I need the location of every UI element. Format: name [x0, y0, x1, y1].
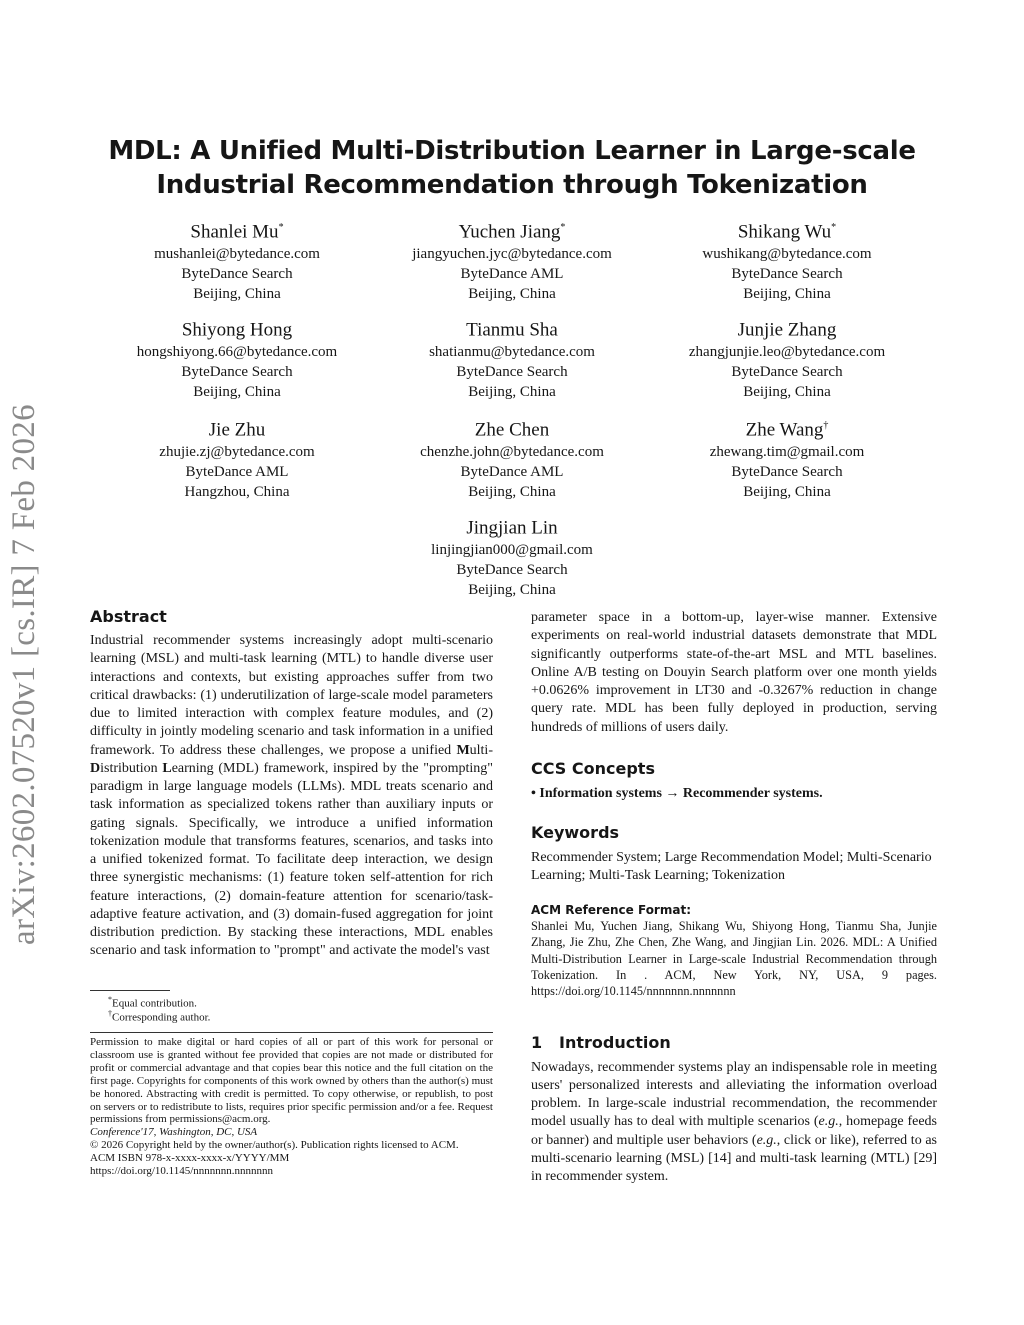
- author-block: [362, 512, 662, 600]
- author-affiliation: ByteDance Search: [456, 562, 568, 579]
- author-email[interactable]: jiangyuchen.jyc@bytedance.com: [412, 246, 612, 263]
- author-affiliation: ByteDance Search: [731, 266, 843, 283]
- title-line-2: Industrial Recommendation through Tokenization: [156, 170, 868, 200]
- author-location: Beijing, China: [468, 286, 556, 303]
- author-email[interactable]: wushikang@bytedance.com: [702, 246, 872, 263]
- copyright-line: © 2026 Copyright held by the owner/author(s). Publication rights licensed to ACM.: [90, 1139, 459, 1152]
- right-column: [531, 609, 937, 1187]
- author-email[interactable]: zhujie.zj@bytedance.com: [159, 444, 315, 461]
- author-email[interactable]: chenzhe.john@bytedance.com: [420, 444, 604, 461]
- author-location: Beijing, China: [743, 286, 831, 303]
- author-name: Zhe Wang†: [745, 419, 829, 441]
- author-location: Beijing, China: [743, 384, 831, 401]
- acm-reference-text: Shanlei Mu, Yuchen Jiang, Shikang Wu, Shiyong Hong, Tianmu Sha, Junjie Zhang, Jie Zhu, Zhe Chen, Zhe Wang, and Jingjian Lin. 2026. MDL: A Unified Multi-Distribution Learner in Large-scale Industrial Recommendation through Tokenization. In . ACM, New York, NY, USA, 9 pages. https://doi.org/10.1145/nnnnnnn.nnnnnnn: [531, 919, 937, 999]
- abstract-continued-text: parameter space in a bottom-up, layer-wise manner. Extensive experiments on real-world industrial datasets demonstrate that MDL significantly outperforms state-of-the-art MSL and MTL baselines. Online A/B testing on Douyin Search platform over one month yields +0.0626% improvement in LT30 and -0.3267% reduction in change query rate. MDL has been fully deployed in production, serving hundreds of millions of users daily.: [531, 610, 937, 735]
- author-block: [637, 314, 937, 402]
- author-block: [362, 414, 662, 502]
- author-name: Zhe Chen: [474, 419, 550, 441]
- author-email[interactable]: zhangjunjie.leo@bytedance.com: [688, 344, 886, 361]
- footnote-corresponding-author: †Corresponding author.: [108, 1009, 211, 1024]
- author-email[interactable]: shatianmu@bytedance.com: [429, 344, 595, 361]
- keywords-heading: Keywords: [531, 823, 620, 843]
- author-location: Beijing, China: [193, 384, 281, 401]
- conference-line: Conference'17, Washington, DC, USA: [90, 1126, 258, 1139]
- author-location: Beijing, China: [193, 286, 281, 303]
- author-affiliation: ByteDance AML: [460, 266, 564, 283]
- author-name: Shanlei Mu*: [190, 221, 284, 243]
- author-location: Beijing, China: [468, 582, 556, 599]
- author-block: [362, 314, 662, 402]
- author-block: [637, 216, 937, 304]
- author-email[interactable]: hongshiyong.66@bytedance.com: [136, 344, 338, 361]
- author-name: Jie Zhu: [208, 419, 266, 441]
- isbn-line: ACM ISBN 978-x-xxxx-xxxx-x/YYYY/MM: [90, 1152, 290, 1165]
- abstract-heading: Abstract: [90, 607, 167, 626]
- author-location: Hangzhou, China: [184, 484, 290, 501]
- author-name: Junjie Zhang: [737, 319, 837, 341]
- author-email[interactable]: mushanlei@bytedance.com: [154, 246, 320, 263]
- permission-rule: [90, 1032, 493, 1033]
- author-affiliation: ByteDance Search: [181, 266, 293, 283]
- author-block: [87, 216, 387, 304]
- acm-reference-heading: ACM Reference Format:: [531, 903, 691, 918]
- author-affiliation: ByteDance Search: [181, 364, 293, 381]
- author-email[interactable]: linjingjian000@gmail.com: [431, 542, 593, 559]
- author-name: Jingjian Lin: [466, 517, 558, 539]
- ccs-concepts-heading: CCS Concepts: [531, 759, 655, 779]
- author-block: [87, 314, 387, 402]
- author-name: Shikang Wu*: [737, 221, 837, 243]
- author-affiliation: ByteDance Search: [731, 364, 843, 381]
- permission-text: Permission to make digital or hard copies of all or part of this work for personal or classroom use is granted without fee provided that copies are not made or distributed for profit or commercial advantage and that copies bear this notice and the full citation on the first page. Copyrights for components of this work owned by others than the author(s) must be honored. Abstracting with credit is permitted. To copy otherwise, or republish, to post on servers or to redistribute to lists, requires prior specific permission and/or a fee. Request permissions from permissions@acm.org.: [90, 1036, 493, 1126]
- keywords-text: Recommender System; Large Recommendation Model; Multi-Scenario Learning; Multi-Task Learning; Tokenization: [531, 850, 932, 884]
- author-location: Beijing, China: [743, 484, 831, 501]
- introduction-heading: 1 Introduction: [531, 1032, 671, 1052]
- author-block: [637, 414, 937, 502]
- permission-notice: [90, 1036, 493, 1178]
- footnote-equal-contribution: *Equal contribution.: [108, 995, 197, 1010]
- arxiv-identifier-stamp: arXiv:2602.07520v1 [cs.IR] 7 Feb 2026: [6, 404, 42, 945]
- abstract-section: [90, 607, 493, 961]
- doi-link[interactable]: https://doi.org/10.1145/nnnnnnn.nnnnnnn: [90, 1165, 274, 1178]
- author-name: Tianmu Sha: [466, 319, 558, 341]
- paper-title: [80, 134, 944, 202]
- introduction-text: Nowadays, recommender systems play an indispensable role in meeting users' personalized interests and alleviating the information overload problem. In large-scale industrial recommendation, the recommender model usually has to deal with multiple scenarios (e.g., homepage feeds or banner) and multiple user behaviors (e.g., click or like), referred to as multi-scenario learning (MSL) [14] and multi-task learning (MTL) [29] in recommender system.: [531, 1059, 937, 1185]
- author-affiliation: ByteDance Search: [731, 464, 843, 481]
- footnote-rule: [90, 990, 170, 991]
- author-location: Beijing, China: [468, 484, 556, 501]
- author-affiliation: ByteDance AML: [185, 464, 289, 481]
- abstract-text: Industrial recommender systems increasingly adopt multi-scenario learning (MSL) and multi-task learning (MTL) to handle diverse user interactions and contexts, but existing approaches suffer from two critical drawbacks: (1) underutilization of large-scale model parameters due to limited interaction with complex feature modules, and (2) difficulty in jointly modeling scenario and task information in a unified framework. To address these challenges, we propose a unified Multi-Distribution Learning (MDL) framework, inspired by the "prompting" paradigm in large language models (LLMs). MDL treats scenario and task information as specialized tokens rather than auxiliary inputs or gating signals. Specifically, we introduce a unified information tokenization module that transforms features, scenarios, and tasks into a unified tokenized format. To facilitate deep interaction, we design three synergistic mechanisms: (1) feature token self-attention for rich feature interactions, (2) domain-feature attention for scenario/task-adaptive feature activation, and (3) domain-fused aggregation for joint distribution prediction. By stacking these interactions, MDL enables scenario and task information to "prompt" and activate the model's vast: [90, 633, 494, 959]
- author-name: Yuchen Jiang*: [458, 221, 566, 243]
- title-line-1: MDL: A Unified Multi-Distribution Learner in Large-scale: [108, 136, 916, 166]
- ccs-concept-item: • Information systems → Recommender systems.: [531, 786, 823, 802]
- author-affiliation: ByteDance AML: [460, 464, 564, 481]
- author-block: [362, 216, 662, 304]
- author-location: Beijing, China: [468, 384, 556, 401]
- author-name: Shiyong Hong: [181, 319, 293, 341]
- author-affiliation: ByteDance Search: [456, 364, 568, 381]
- author-email[interactable]: zhewang.tim@gmail.com: [709, 444, 865, 461]
- author-block: [87, 414, 387, 502]
